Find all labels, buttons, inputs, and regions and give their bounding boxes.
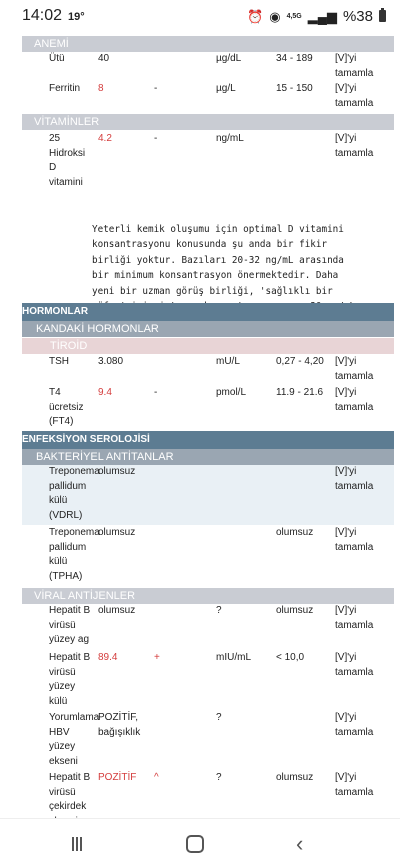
complete-link[interactable]: [V]'yi tamamla xyxy=(335,527,374,553)
test-name: Treponema pallidum külü (TPHA) xyxy=(49,527,100,582)
test-reference: 15 - 150 xyxy=(276,83,313,94)
status-time: 14:02 xyxy=(22,7,63,24)
test-value: 40 xyxy=(98,53,110,64)
complete-link[interactable]: [V]'yi tamamla xyxy=(335,387,374,413)
section-enfeksiyon-serolojisi: ENFEKSİYON SEROLOJİSİ xyxy=(22,431,394,449)
result-row-tpha xyxy=(22,526,394,586)
test-name: Treponema pallidum külü (VDRL) xyxy=(49,466,100,521)
test-value: 3.080 xyxy=(98,356,124,367)
battery-icon xyxy=(379,10,386,22)
test-unit: µg/L xyxy=(216,83,236,94)
vitamin-d-comment: Yeterli kemik oluşumu için optimal D vitamini konsantrasyonu konusunda şu anda bir fikir birliği yoktur. Bazıları 20-32 ng/mL arasında bir minimum konsantrasyon önermektedir. Daha yeni bir uzman görüş birliği, 'sağlıklı bir xyxy=(92,224,344,297)
test-name: T4 ücretsiz (FT4) xyxy=(49,387,84,427)
test-unit: mIU/mL xyxy=(216,652,251,663)
result-row-hbv-interpretation xyxy=(22,711,394,771)
navigation-bar xyxy=(0,818,400,866)
complete-link[interactable]: [V]'yi tamamla xyxy=(335,356,374,382)
test-flag: - xyxy=(154,387,158,398)
result-row-tsh xyxy=(22,355,394,385)
result-row-vitamin-d xyxy=(22,132,394,192)
section-tiroid: TİROİD xyxy=(22,338,394,354)
test-value: 9.4 xyxy=(98,387,112,398)
complete-link[interactable]: [V]'yi tamamla xyxy=(335,466,374,492)
test-value: 89.4 xyxy=(98,652,118,663)
test-unit: pmol/L xyxy=(216,387,247,398)
test-value: olumsuz xyxy=(98,527,136,538)
complete-link[interactable]: [V]'yi tamamla xyxy=(335,712,374,738)
test-unit: ? xyxy=(216,772,222,783)
complete-link[interactable]: [V]'yi tamamla xyxy=(335,772,374,798)
alarm-icon: ⏰ xyxy=(247,8,264,24)
result-row-hbsag xyxy=(22,604,394,650)
complete-link[interactable]: [V]'yi tamamla xyxy=(335,605,374,631)
test-value: 4.2 xyxy=(98,133,112,144)
test-unit: ? xyxy=(216,712,222,723)
result-row-vdrl xyxy=(22,465,394,525)
test-flag: + xyxy=(154,652,160,663)
test-reference: 34 - 189 xyxy=(276,53,313,64)
test-value: olumsuz xyxy=(98,466,136,477)
test-reference: 11.9 - 21.6 xyxy=(276,387,324,398)
lab-results-list[interactable] xyxy=(0,32,400,818)
test-value: POZİTİF xyxy=(98,772,137,783)
hotspot-icon: ◉ xyxy=(269,8,281,24)
result-row-anti-hbs xyxy=(22,651,394,711)
test-reference: 0,27 - 4,20 xyxy=(276,356,324,367)
test-name: Hepatit B virüsü yüzey ag xyxy=(49,605,91,645)
home-icon xyxy=(186,835,204,853)
test-name: Yorumlama HBV yüzey ekseni xyxy=(49,712,100,767)
status-bar xyxy=(0,0,400,32)
complete-link[interactable]: [V]'yi tamamla xyxy=(335,652,374,678)
section-viral-antijenler: VİRAL ANTİJENLER xyxy=(22,588,394,604)
section-anemi: ANEMİ xyxy=(22,36,394,52)
test-value: olumsuz xyxy=(98,605,136,616)
complete-link[interactable]: [V]'yi tamamla xyxy=(335,53,374,79)
test-unit: ? xyxy=(216,605,222,616)
test-name: Hepatit B virüsü çekirdek xyxy=(49,772,91,812)
signal-icon: ▂▄▆ xyxy=(307,8,337,24)
test-name: Ütü xyxy=(49,53,65,64)
test-unit: ng/mL xyxy=(216,133,244,144)
test-value: POZİTİF, bağışıklık xyxy=(98,712,141,738)
recents-button[interactable] xyxy=(72,831,102,857)
result-row-ft4 xyxy=(22,386,394,430)
battery-percent: %38 xyxy=(342,7,373,25)
complete-link[interactable]: [V]'yi tamamla xyxy=(335,83,374,109)
test-name: TSH xyxy=(49,356,69,367)
test-flag: - xyxy=(154,133,158,144)
status-temperature: 19° xyxy=(68,11,85,23)
test-name: Hepatit B virüsü yüzey külü xyxy=(49,652,91,707)
home-button[interactable] xyxy=(186,831,216,857)
network-type: 4,5G xyxy=(286,12,302,20)
section-bakteriyel-antitanlar: BAKTERİYEL ANTİTANLAR xyxy=(22,449,394,465)
complete-link[interactable]: [V]'yi tamamla xyxy=(335,133,374,159)
section-hormonlar: HORMONLAR xyxy=(22,303,394,321)
test-flag: ^ xyxy=(154,772,159,783)
section-vitaminler: VİTAMİNLER xyxy=(22,114,394,130)
test-reference: olumsuz xyxy=(276,605,314,616)
test-value: 8 xyxy=(98,83,104,94)
test-reference: olumsuz xyxy=(276,527,314,538)
test-flag: - xyxy=(154,83,158,94)
section-kandaki-hormonlar: KANDAKİ HORMONLAR xyxy=(22,321,394,337)
test-name: 25 Hidroksi D vitamini xyxy=(49,133,86,188)
test-reference: < 10,0 xyxy=(276,652,305,663)
test-reference: olumsuz xyxy=(276,772,314,783)
result-row-ferritin xyxy=(22,82,394,112)
test-name: Ferritin xyxy=(49,83,81,94)
back-button[interactable]: ‹ xyxy=(296,831,304,856)
result-row-utu xyxy=(22,52,394,82)
test-unit: mU/L xyxy=(216,356,240,367)
test-unit: µg/dL xyxy=(216,53,242,64)
